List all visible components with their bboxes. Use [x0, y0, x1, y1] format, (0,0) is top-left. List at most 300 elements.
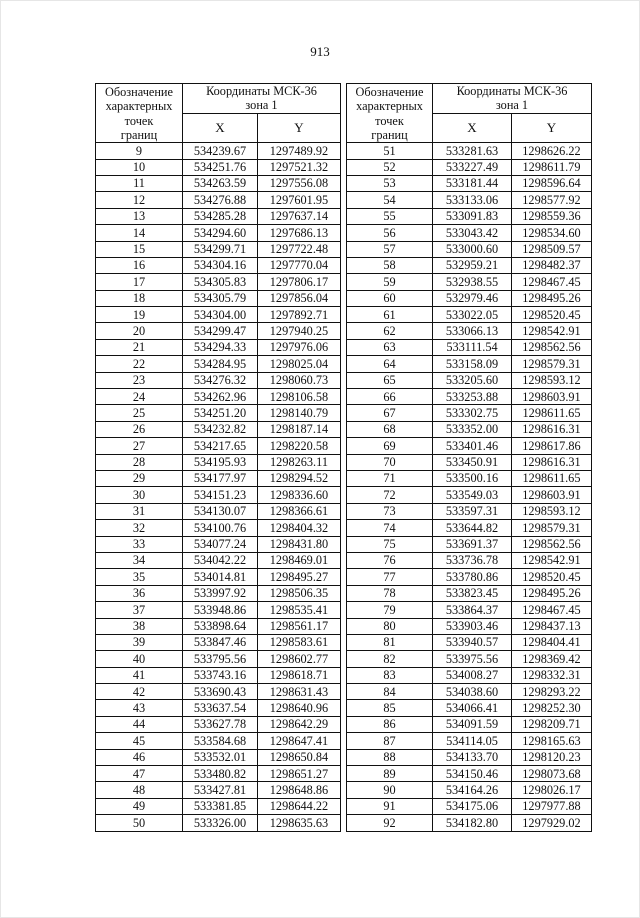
- table-row: [96, 536, 592, 552]
- right-x-coordinate-cell: 533066.13: [433, 323, 512, 339]
- right-point-number-cell: 72: [347, 487, 433, 503]
- left-point-number-cell: 19: [96, 307, 183, 323]
- right-y-coordinate-cell: 1298616.31: [512, 421, 592, 437]
- right-y-coordinate-cell: 1298404.41: [512, 634, 592, 650]
- table-row: [96, 667, 592, 683]
- left-point-number-cell: 40: [96, 651, 183, 667]
- table-row: [96, 569, 592, 585]
- right-y-coordinate-cell: 1298579.31: [512, 520, 592, 536]
- left-x-coordinate-cell: 534299.71: [183, 241, 258, 257]
- left-point-number-cell: 14: [96, 225, 183, 241]
- left-point-number-cell: 46: [96, 749, 183, 765]
- left-point-number-cell: 38: [96, 618, 183, 634]
- left-point-number-cell: 29: [96, 471, 183, 487]
- right-y-coordinate-cell: 1298495.26: [512, 585, 592, 601]
- left-point-number-cell: 12: [96, 192, 183, 208]
- left-x-coordinate-cell: 533627.78: [183, 716, 258, 732]
- right-y-coordinate-cell: 1298209.71: [512, 716, 592, 732]
- right-point-number-cell: 64: [347, 356, 433, 372]
- left-y-coordinate-cell: 1298469.01: [258, 552, 341, 568]
- left-point-number-cell: 24: [96, 389, 183, 405]
- page-number: 913: [310, 44, 330, 59]
- left-point-number-cell: 36: [96, 585, 183, 601]
- left-x-coordinate-cell: 533743.16: [183, 667, 258, 683]
- right-x-coordinate-cell: 533903.46: [433, 618, 512, 634]
- left-x-coordinate-cell: 534232.82: [183, 421, 258, 437]
- table-row: [96, 585, 592, 601]
- left-x-coordinate-cell: 533480.82: [183, 766, 258, 782]
- table-row: [96, 782, 592, 798]
- table-row: [96, 257, 592, 273]
- right-y-coordinate-cell: 1298593.12: [512, 503, 592, 519]
- left-point-number-cell: 30: [96, 487, 183, 503]
- left-y-coordinate-cell: 1297489.92: [258, 143, 341, 159]
- right-point-number-cell: 68: [347, 421, 433, 437]
- right-y-coordinate-cell: 1298611.65: [512, 405, 592, 421]
- left-point-number-cell: 28: [96, 454, 183, 470]
- left-x-coordinate-cell: 533637.54: [183, 700, 258, 716]
- table-row: [96, 159, 592, 175]
- left-coordinates-group-header: Координаты МСК-36 зона 1: [183, 84, 341, 114]
- right-point-number-cell: 79: [347, 602, 433, 618]
- right-y-coordinate-cell: 1298577.92: [512, 192, 592, 208]
- right-y-coordinate-cell: 1298611.79: [512, 159, 592, 175]
- left-point-number-cell: 25: [96, 405, 183, 421]
- right-x-coordinate-cell: 533940.57: [433, 634, 512, 650]
- right-point-number-cell: 77: [347, 569, 433, 585]
- right-y-coordinate-cell: 1298369.42: [512, 651, 592, 667]
- left-y-coordinate-cell: 1297556.08: [258, 175, 341, 191]
- right-y-coordinate-cell: 1298579.31: [512, 356, 592, 372]
- left-y-coordinate-cell: 1298644.22: [258, 798, 341, 814]
- table-row: [96, 798, 592, 814]
- right-y-coordinate-cell: 1298542.91: [512, 323, 592, 339]
- left-point-number-cell: 27: [96, 438, 183, 454]
- left-x-coordinate-cell: 534251.76: [183, 159, 258, 175]
- left-y-header: Y: [258, 113, 341, 143]
- left-point-number-cell: 23: [96, 372, 183, 388]
- right-point-number-cell: 51: [347, 143, 433, 159]
- right-y-coordinate-cell: 1298467.45: [512, 274, 592, 290]
- left-point-number-cell: 48: [96, 782, 183, 798]
- left-y-coordinate-cell: 1298561.17: [258, 618, 341, 634]
- right-y-coordinate-cell: 1298509.57: [512, 241, 592, 257]
- left-point-number-cell: 43: [96, 700, 183, 716]
- right-point-number-cell: 89: [347, 766, 433, 782]
- right-point-number-cell: 69: [347, 438, 433, 454]
- right-point-number-cell: 66: [347, 389, 433, 405]
- table-row: [96, 700, 592, 716]
- right-x-coordinate-cell: 533691.37: [433, 536, 512, 552]
- right-point-number-cell: 55: [347, 208, 433, 224]
- left-y-coordinate-cell: 1297637.14: [258, 208, 341, 224]
- right-x-coordinate-cell: 533158.09: [433, 356, 512, 372]
- left-y-coordinate-cell: 1298647.41: [258, 733, 341, 749]
- table-row: [96, 225, 592, 241]
- right-point-number-cell: 67: [347, 405, 433, 421]
- right-x-coordinate-cell: 533000.60: [433, 241, 512, 257]
- right-y-coordinate-cell: 1298617.86: [512, 438, 592, 454]
- left-x-coordinate-cell: 534263.59: [183, 175, 258, 191]
- right-point-number-cell: 81: [347, 634, 433, 650]
- right-designation-header: Обозначение характерных точек границ: [347, 84, 433, 143]
- right-x-coordinate-cell: 534114.05: [433, 733, 512, 749]
- right-y-coordinate-cell: 1298559.36: [512, 208, 592, 224]
- right-x-coordinate-cell: 532979.46: [433, 290, 512, 306]
- left-y-coordinate-cell: 1298404.32: [258, 520, 341, 536]
- table-row: [96, 438, 592, 454]
- left-y-coordinate-cell: 1298650.84: [258, 749, 341, 765]
- right-x-coordinate-cell: 533780.86: [433, 569, 512, 585]
- left-y-coordinate-cell: 1297521.32: [258, 159, 341, 175]
- left-y-coordinate-cell: 1298506.35: [258, 585, 341, 601]
- table-row: [96, 389, 592, 405]
- right-y-coordinate-cell: 1298520.45: [512, 307, 592, 323]
- table-row: [96, 684, 592, 700]
- left-y-coordinate-cell: 1298640.96: [258, 700, 341, 716]
- left-y-coordinate-cell: 1298535.41: [258, 602, 341, 618]
- right-x-coordinate-cell: 534150.46: [433, 766, 512, 782]
- right-point-number-cell: 58: [347, 257, 433, 273]
- left-point-number-cell: 35: [96, 569, 183, 585]
- coordinates-table-body: [96, 143, 592, 831]
- right-x-coordinate-cell: 533281.63: [433, 143, 512, 159]
- left-x-coordinate-cell: 534299.47: [183, 323, 258, 339]
- right-x-coordinate-cell: 534175.06: [433, 798, 512, 814]
- left-point-number-cell: 44: [96, 716, 183, 732]
- left-x-coordinate-cell: 534130.07: [183, 503, 258, 519]
- left-y-coordinate-cell: 1297940.25: [258, 323, 341, 339]
- left-y-coordinate-cell: 1298187.14: [258, 421, 341, 437]
- right-y-coordinate-cell: 1298026.17: [512, 782, 592, 798]
- left-y-coordinate-cell: 1298106.58: [258, 389, 341, 405]
- right-x-coordinate-cell: 534091.59: [433, 716, 512, 732]
- right-y-coordinate-cell: 1298616.31: [512, 454, 592, 470]
- right-point-number-cell: 76: [347, 552, 433, 568]
- left-point-number-cell: 11: [96, 175, 183, 191]
- left-y-coordinate-cell: 1298583.61: [258, 634, 341, 650]
- left-x-coordinate-cell: 534195.93: [183, 454, 258, 470]
- right-x-coordinate-cell: 533043.42: [433, 225, 512, 241]
- left-y-coordinate-cell: 1297770.04: [258, 257, 341, 273]
- left-y-coordinate-cell: 1297686.13: [258, 225, 341, 241]
- right-x-coordinate-cell: 533181.44: [433, 175, 512, 191]
- left-point-number-cell: 10: [96, 159, 183, 175]
- right-y-coordinate-cell: 1298437.13: [512, 618, 592, 634]
- left-x-coordinate-cell: 534151.23: [183, 487, 258, 503]
- right-point-number-cell: 61: [347, 307, 433, 323]
- right-point-number-cell: 85: [347, 700, 433, 716]
- table-row: [96, 307, 592, 323]
- right-x-coordinate-cell: 534133.70: [433, 749, 512, 765]
- left-y-coordinate-cell: 1298060.73: [258, 372, 341, 388]
- left-y-coordinate-cell: 1298635.63: [258, 815, 341, 831]
- left-y-coordinate-cell: 1298631.43: [258, 684, 341, 700]
- right-point-number-cell: 91: [347, 798, 433, 814]
- left-y-coordinate-cell: 1298648.86: [258, 782, 341, 798]
- right-point-number-cell: 86: [347, 716, 433, 732]
- right-y-coordinate-cell: 1298626.22: [512, 143, 592, 159]
- left-y-coordinate-cell: 1298025.04: [258, 356, 341, 372]
- right-y-coordinate-cell: 1298120.23: [512, 749, 592, 765]
- right-y-coordinate-cell: 1298495.26: [512, 290, 592, 306]
- left-x-coordinate-cell: 534284.95: [183, 356, 258, 372]
- right-y-coordinate-cell: 1298165.63: [512, 733, 592, 749]
- table-row: [96, 421, 592, 437]
- left-y-coordinate-cell: 1298651.27: [258, 766, 341, 782]
- left-x-coordinate-cell: 533997.92: [183, 585, 258, 601]
- right-point-number-cell: 70: [347, 454, 433, 470]
- right-y-coordinate-cell: 1298542.91: [512, 552, 592, 568]
- right-point-number-cell: 73: [347, 503, 433, 519]
- left-x-coordinate-cell: 534304.00: [183, 307, 258, 323]
- left-y-coordinate-cell: 1298642.29: [258, 716, 341, 732]
- right-point-number-cell: 87: [347, 733, 433, 749]
- left-x-coordinate-cell: 534276.32: [183, 372, 258, 388]
- left-point-number-cell: 42: [96, 684, 183, 700]
- left-point-number-cell: 9: [96, 143, 183, 159]
- right-y-coordinate-cell: 1298534.60: [512, 225, 592, 241]
- right-x-coordinate-cell: 532959.21: [433, 257, 512, 273]
- left-point-number-cell: 31: [96, 503, 183, 519]
- left-point-number-cell: 17: [96, 274, 183, 290]
- right-point-number-cell: 59: [347, 274, 433, 290]
- left-x-coordinate-cell: 534294.60: [183, 225, 258, 241]
- left-x-coordinate-cell: 534077.24: [183, 536, 258, 552]
- right-y-coordinate-cell: 1298562.56: [512, 339, 592, 355]
- right-point-number-cell: 78: [347, 585, 433, 601]
- left-x-coordinate-cell: 534294.33: [183, 339, 258, 355]
- left-y-coordinate-cell: 1297856.04: [258, 290, 341, 306]
- table-row: [96, 471, 592, 487]
- left-y-coordinate-cell: 1297601.95: [258, 192, 341, 208]
- table-row: [96, 651, 592, 667]
- right-x-coordinate-cell: 534038.60: [433, 684, 512, 700]
- left-x-coordinate-cell: 533584.68: [183, 733, 258, 749]
- right-y-coordinate-cell: 1298467.45: [512, 602, 592, 618]
- right-y-coordinate-cell: 1298611.65: [512, 471, 592, 487]
- right-y-coordinate-cell: 1297929.02: [512, 815, 592, 831]
- left-x-coordinate-cell: 534305.83: [183, 274, 258, 290]
- left-designation-header: Обозначение характерных точек границ: [96, 84, 183, 143]
- left-x-coordinate-cell: 533898.64: [183, 618, 258, 634]
- table-row: [96, 552, 592, 568]
- table-row: [96, 323, 592, 339]
- left-point-number-cell: 20: [96, 323, 183, 339]
- left-point-number-cell: 13: [96, 208, 183, 224]
- right-y-coordinate-cell: 1297977.88: [512, 798, 592, 814]
- left-x-coordinate-cell: 533532.01: [183, 749, 258, 765]
- right-x-coordinate-cell: 533133.06: [433, 192, 512, 208]
- table-row: [96, 716, 592, 732]
- table-row: [96, 356, 592, 372]
- left-x-coordinate-cell: 534276.88: [183, 192, 258, 208]
- right-y-coordinate-cell: 1298482.37: [512, 257, 592, 273]
- table-row: [96, 618, 592, 634]
- right-x-coordinate-cell: 533111.54: [433, 339, 512, 355]
- right-point-number-cell: 90: [347, 782, 433, 798]
- left-point-number-cell: 32: [96, 520, 183, 536]
- table-row: [96, 274, 592, 290]
- left-x-coordinate-cell: 534262.96: [183, 389, 258, 405]
- left-y-coordinate-cell: 1298220.58: [258, 438, 341, 454]
- table-row: [96, 520, 592, 536]
- right-y-coordinate-cell: 1298252.30: [512, 700, 592, 716]
- left-x-coordinate-cell: 534251.20: [183, 405, 258, 421]
- left-point-number-cell: 45: [96, 733, 183, 749]
- right-x-coordinate-cell: 533401.46: [433, 438, 512, 454]
- table-row: [96, 749, 592, 765]
- left-point-number-cell: 50: [96, 815, 183, 831]
- right-x-coordinate-cell: 533227.49: [433, 159, 512, 175]
- table-row: [96, 815, 592, 831]
- left-point-number-cell: 41: [96, 667, 183, 683]
- left-x-coordinate-cell: 533427.81: [183, 782, 258, 798]
- table-row: [96, 192, 592, 208]
- right-x-coordinate-cell: 533450.91: [433, 454, 512, 470]
- left-x-coordinate-cell: 533948.86: [183, 602, 258, 618]
- right-y-coordinate-cell: 1298332.31: [512, 667, 592, 683]
- left-x-coordinate-cell: 533326.00: [183, 815, 258, 831]
- left-y-coordinate-cell: 1298366.61: [258, 503, 341, 519]
- right-x-coordinate-cell: 533597.31: [433, 503, 512, 519]
- right-x-coordinate-cell: 533864.37: [433, 602, 512, 618]
- right-x-coordinate-cell: 533975.56: [433, 651, 512, 667]
- right-point-number-cell: 60: [347, 290, 433, 306]
- left-y-coordinate-cell: 1297722.48: [258, 241, 341, 257]
- left-point-number-cell: 47: [96, 766, 183, 782]
- left-x-coordinate-cell: 534177.97: [183, 471, 258, 487]
- table-row: [96, 733, 592, 749]
- left-point-number-cell: 21: [96, 339, 183, 355]
- right-y-coordinate-cell: 1298596.64: [512, 175, 592, 191]
- right-x-header: X: [433, 113, 512, 143]
- left-y-coordinate-cell: 1298495.27: [258, 569, 341, 585]
- left-x-coordinate-cell: 533847.46: [183, 634, 258, 650]
- left-point-number-cell: 33: [96, 536, 183, 552]
- right-y-coordinate-cell: 1298603.91: [512, 487, 592, 503]
- table-row: [96, 208, 592, 224]
- left-point-number-cell: 16: [96, 257, 183, 273]
- coordinates-table: [95, 83, 592, 832]
- right-x-coordinate-cell: 533644.82: [433, 520, 512, 536]
- left-y-coordinate-cell: 1297892.71: [258, 307, 341, 323]
- right-y-coordinate-cell: 1298520.45: [512, 569, 592, 585]
- right-x-coordinate-cell: 532938.55: [433, 274, 512, 290]
- table-row: [96, 405, 592, 421]
- left-point-number-cell: 37: [96, 602, 183, 618]
- right-x-coordinate-cell: 533736.78: [433, 552, 512, 568]
- right-point-number-cell: 53: [347, 175, 433, 191]
- right-point-number-cell: 92: [347, 815, 433, 831]
- right-point-number-cell: 83: [347, 667, 433, 683]
- left-y-coordinate-cell: 1298263.11: [258, 454, 341, 470]
- right-x-coordinate-cell: 533091.83: [433, 208, 512, 224]
- left-x-coordinate-cell: 533795.56: [183, 651, 258, 667]
- right-point-number-cell: 82: [347, 651, 433, 667]
- table-row: [96, 503, 592, 519]
- right-x-coordinate-cell: 533549.03: [433, 487, 512, 503]
- left-y-coordinate-cell: 1298602.77: [258, 651, 341, 667]
- right-point-number-cell: 75: [347, 536, 433, 552]
- table-row: [96, 766, 592, 782]
- left-y-coordinate-cell: 1298336.60: [258, 487, 341, 503]
- right-x-coordinate-cell: 534066.41: [433, 700, 512, 716]
- left-point-number-cell: 22: [96, 356, 183, 372]
- table-row: [96, 339, 592, 355]
- right-x-coordinate-cell: 534182.80: [433, 815, 512, 831]
- table-row: [96, 454, 592, 470]
- left-x-coordinate-cell: 534305.79: [183, 290, 258, 306]
- right-point-number-cell: 54: [347, 192, 433, 208]
- left-point-number-cell: 15: [96, 241, 183, 257]
- left-y-coordinate-cell: 1298140.79: [258, 405, 341, 421]
- table-row: [96, 175, 592, 191]
- right-coordinates-group-header: Координаты МСК-36 зона 1: [433, 84, 592, 114]
- right-x-coordinate-cell: 534008.27: [433, 667, 512, 683]
- left-point-number-cell: 39: [96, 634, 183, 650]
- right-point-number-cell: 88: [347, 749, 433, 765]
- left-x-coordinate-cell: 534285.28: [183, 208, 258, 224]
- left-x-coordinate-cell: 534217.65: [183, 438, 258, 454]
- right-x-coordinate-cell: 533302.75: [433, 405, 512, 421]
- table-row: [96, 290, 592, 306]
- left-y-coordinate-cell: 1298618.71: [258, 667, 341, 683]
- right-point-number-cell: 84: [347, 684, 433, 700]
- left-x-coordinate-cell: 533381.85: [183, 798, 258, 814]
- right-x-coordinate-cell: 533823.45: [433, 585, 512, 601]
- left-point-number-cell: 34: [96, 552, 183, 568]
- right-y-coordinate-cell: 1298562.56: [512, 536, 592, 552]
- left-y-coordinate-cell: 1298431.80: [258, 536, 341, 552]
- table-row: [96, 634, 592, 650]
- right-point-number-cell: 62: [347, 323, 433, 339]
- left-x-coordinate-cell: 534239.67: [183, 143, 258, 159]
- right-y-header: Y: [512, 113, 592, 143]
- right-point-number-cell: 71: [347, 471, 433, 487]
- left-point-number-cell: 49: [96, 798, 183, 814]
- left-point-number-cell: 26: [96, 421, 183, 437]
- right-x-coordinate-cell: 534164.26: [433, 782, 512, 798]
- right-y-coordinate-cell: 1298073.68: [512, 766, 592, 782]
- right-x-coordinate-cell: 533500.16: [433, 471, 512, 487]
- right-x-coordinate-cell: 533253.88: [433, 389, 512, 405]
- right-point-number-cell: 57: [347, 241, 433, 257]
- left-y-coordinate-cell: 1297976.06: [258, 339, 341, 355]
- left-x-coordinate-cell: 534014.81: [183, 569, 258, 585]
- left-x-coordinate-cell: 534042.22: [183, 552, 258, 568]
- left-point-number-cell: 18: [96, 290, 183, 306]
- right-y-coordinate-cell: 1298603.91: [512, 389, 592, 405]
- table-row: [96, 602, 592, 618]
- left-y-coordinate-cell: 1298294.52: [258, 471, 341, 487]
- left-y-coordinate-cell: 1297806.17: [258, 274, 341, 290]
- table-row: [96, 372, 592, 388]
- right-point-number-cell: 56: [347, 225, 433, 241]
- left-x-coordinate-cell: 534304.16: [183, 257, 258, 273]
- table-row: [96, 143, 592, 159]
- right-point-number-cell: 52: [347, 159, 433, 175]
- left-x-coordinate-cell: 533690.43: [183, 684, 258, 700]
- right-y-coordinate-cell: 1298593.12: [512, 372, 592, 388]
- right-y-coordinate-cell: 1298293.22: [512, 684, 592, 700]
- right-point-number-cell: 63: [347, 339, 433, 355]
- right-point-number-cell: 74: [347, 520, 433, 536]
- right-point-number-cell: 65: [347, 372, 433, 388]
- table-row: [96, 241, 592, 257]
- table-row: [96, 487, 592, 503]
- right-x-coordinate-cell: 533205.60: [433, 372, 512, 388]
